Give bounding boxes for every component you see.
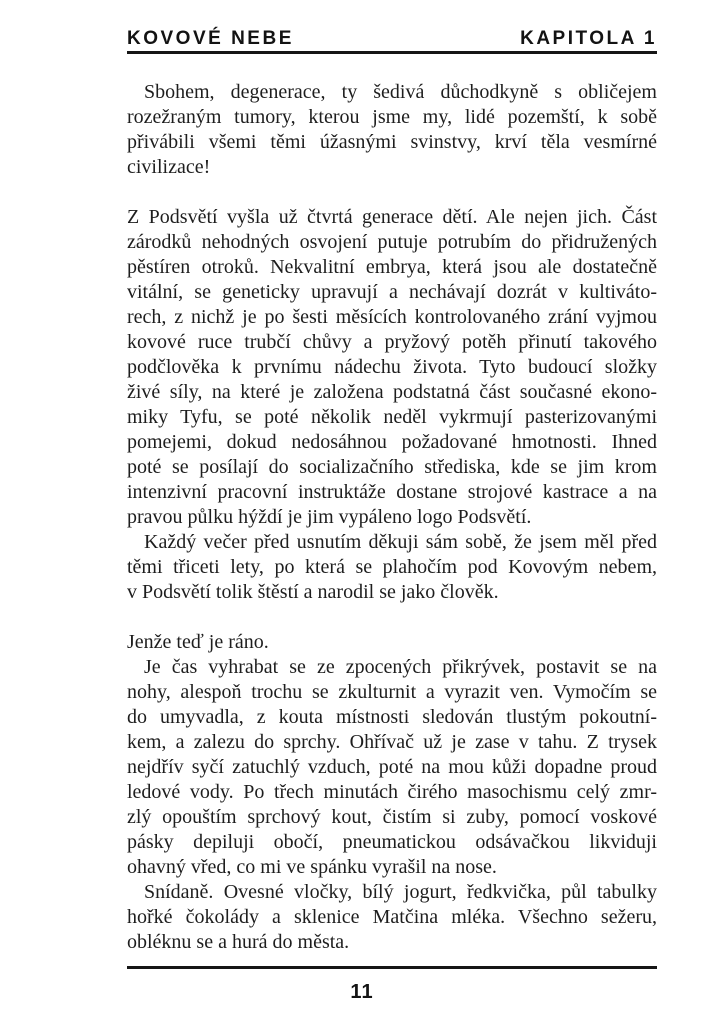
- text-line: Z Podsvětí vyšla už čtvrtá generace dětí. Ale nejen jich. Část: [127, 206, 657, 228]
- paragraph: [127, 205, 657, 530]
- text-line: přivábili všemi těmi úžasnými svinstvy, krví těla vesmírné: [127, 131, 657, 153]
- text-line: Jenže teď je ráno.: [127, 631, 269, 653]
- footer-rule: [127, 966, 657, 969]
- paragraph: [127, 630, 657, 655]
- text-line: miky Tyfu, se poté několik neděl vykrmují pasterizovanými: [127, 406, 657, 428]
- text-block: [127, 80, 657, 955]
- text-line: obléknu se a hurá do města.: [127, 931, 350, 953]
- text-line: rech, z nichž je po šesti měsících kontrolovaného zrání vyjmou: [127, 306, 657, 328]
- chapter-title: KAPITOLA 1: [520, 28, 657, 49]
- text-line: Je čas vyhrabat se ze zpocených přikrývek, postavit se na: [144, 656, 657, 678]
- text-line: kovové ruce trubčí chůvy a pryžový potěh přinutí takového: [127, 331, 657, 353]
- text-line: vitální, se geneticky upravují a nechávají dozrát v kultiváto-: [127, 281, 657, 303]
- page-header: [127, 27, 657, 54]
- text-line: Sbohem, degenerace, ty šedivá důchodkyně s obličejem: [144, 81, 657, 103]
- text-line: zlý opouštím sprchový kout, čistím si zuby, pomocí voskové: [127, 806, 657, 828]
- text-line: rozežraným tumory, kterou jsme my, lidé pozemští, k sobě: [127, 106, 657, 128]
- text-line: pomejemi, dokud nedosáhnou požadované hmotnosti. Ihned: [127, 431, 657, 453]
- running-title: KOVOVÉ NEBE: [127, 28, 294, 49]
- text-line: Každý večer před usnutím děkuji sám sobě, že jsem měl před: [144, 531, 657, 553]
- text-line: zárodků nehodných osvojení putuje potrubím do přidružených: [127, 231, 657, 253]
- text-line: pravou půlku hýždí je jim vypáleno logo Podsvětí.: [127, 506, 532, 528]
- paragraph: [127, 655, 657, 880]
- text-line: kem, a zalezu do sprchy. Ohřívač už je zase v tahu. Z trysek: [127, 731, 657, 753]
- text-line: těmi třiceti lety, po která se plahočím pod Kovovým nebem,: [127, 556, 657, 578]
- text-line: podčlověka k prvnímu nádechu života. Tyto budoucí složky: [127, 356, 657, 378]
- text-line: poté se posílají do socializačního střediska, kde se jim krom: [127, 456, 657, 478]
- text-line: živé síly, na které je založena podstatná část současné ekono-: [127, 381, 657, 403]
- text-line: v Podsvětí tolik štěstí a narodil se jako člověk.: [127, 581, 499, 603]
- text-line: civilizace!: [127, 156, 211, 178]
- paragraph: [127, 530, 657, 605]
- text-line: nejdřív syčí zatuchlý vzduch, poté na mou kůži dopadne proud: [127, 756, 657, 778]
- text-line: pásky depiluji obočí, pneumatickou odsávačkou likviduji: [127, 831, 657, 853]
- text-line: ledové vody. Po třech minutách čirého masochismu celý zmr-: [127, 781, 657, 803]
- text-line: hořké čokolády a sklenice Matčina mléka. Všechno sežeru,: [127, 906, 657, 928]
- paragraph: [127, 880, 657, 955]
- page-number: 11: [350, 981, 374, 1003]
- paragraph: [127, 80, 657, 180]
- text-line: pěstíren otroků. Nekvalitní embrya, která jsou ale dostatečně: [127, 256, 657, 278]
- text-line: Snídaně. Ovesné vločky, bílý jogurt, ředkvička, půl tabulky: [144, 881, 657, 903]
- text-line: intenzivní pracovní instruktáže dostane strojové kastrace a na: [127, 481, 657, 503]
- text-line: do umyvadla, z kouta místnosti sledován tlustým pokoutní-: [127, 706, 657, 728]
- text-line: nohy, alespoň trochu se zkulturnit a vyrazit ven. Vymočím se: [127, 681, 657, 703]
- text-line: ohavný vřed, co mi ve spánku vyrašil na nose.: [127, 856, 497, 878]
